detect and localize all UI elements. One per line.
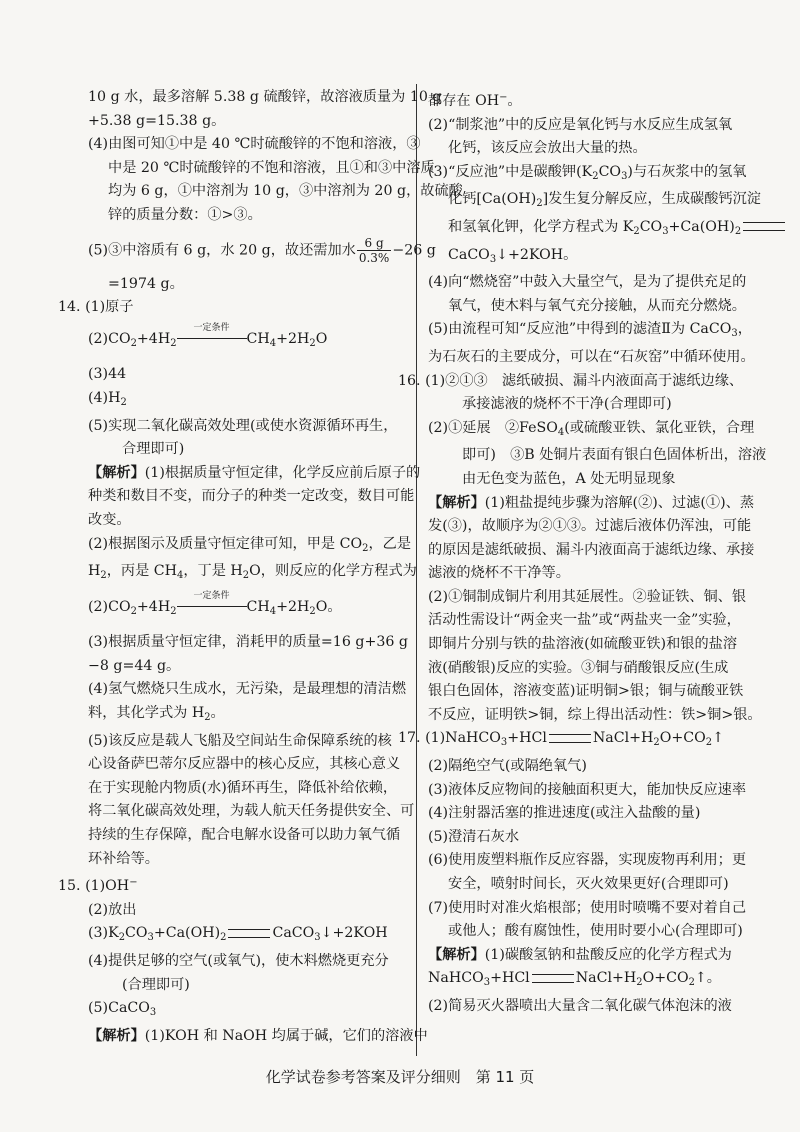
q13-part5-fraction (357, 236, 392, 265)
q13-part4-line-4: 锌的质量分数：①>③。 (108, 206, 262, 223)
q14-explain-2-equation (88, 588, 406, 632)
q14-explain-1-line-3: 改变。 (88, 511, 131, 528)
fraction-denominator: 0.3% (358, 250, 390, 265)
q16-answer-1-line-2: 承接滤液的烧杯不干净(合理即可) (462, 396, 672, 413)
formula-part: CO (125, 925, 148, 942)
subscript: 2 (309, 605, 316, 617)
q13-part5-tail: −26 g (392, 242, 436, 259)
subscript: 3 (147, 932, 154, 944)
q14-answer-4 (88, 387, 406, 415)
q15-explain-2-line-1: (2)“制浆池”中的反应是氧化钙与水反应生成氢氧 (428, 116, 733, 133)
q14-explain-5-line-2: 心设备萨巴蒂尔反应器中的核心反应，其核心意义 (88, 756, 401, 773)
formula-part: +4H (136, 330, 171, 347)
subscript: 2 (118, 932, 126, 944)
q15-explain-3-line-1 (428, 161, 747, 189)
explain-text: (5)由流程可知“反应池”中得到的滤渣Ⅱ为 CaCO (428, 321, 732, 338)
formula-part: O+CO (642, 970, 689, 987)
q15-answer-4-line-1: (4)提供足够的空气(或氧气)，使木料燃烧更充分 (88, 953, 389, 969)
formula-part: (5)CaCO (88, 1000, 150, 1017)
subscript: 2 (170, 605, 177, 617)
subscript: 2 (130, 605, 137, 617)
q14-explain-3-line-1: (3)根据质量守恒定律，消耗甲的质量=16 g+36 g (88, 634, 408, 651)
subscript: 2 (120, 396, 127, 408)
formula-part: +2H (276, 330, 310, 347)
q16-explain-2-line-3: 即铜片分别与铁的盐溶液(如硫酸亚铁)和银的盐溶 (428, 636, 738, 653)
formula-part: ↑。 (694, 970, 721, 987)
q15-explain-4-line-2: 氧气，使木料与氧气充分接触，从而充分燃烧。 (448, 297, 746, 314)
q17-explain-1-line-2 (428, 967, 736, 995)
q14-explain-2-line-2 (88, 560, 417, 588)
q13-part4-line-3: 均为 6 g，①中溶剂为 10 g，③中溶剂为 20 g，故硫酸 (108, 183, 463, 200)
reaction-condition-arrow (177, 322, 247, 345)
formula-part: H (88, 563, 101, 580)
reaction-bar (177, 606, 247, 607)
q15-answer-4-line-2: (合理即可) (122, 976, 190, 993)
subscript: 2 (100, 570, 107, 582)
q15-explain-4-line-1: (4)向“燃烧窑”中鼓入大量空气，是为了提供充足的 (428, 274, 747, 291)
subscript: 3 (489, 253, 497, 265)
formula-part: CH (246, 330, 270, 347)
q17-answer-6-line-2: 安全，喷射时间长，灭火效果更好(合理即可) (448, 876, 729, 892)
formula-part: (2)CO (88, 598, 131, 615)
q17-answer-6-line-1: (6)使用废塑料瓶作反应容器，实现废物再利用；更 (428, 852, 747, 869)
formula-part: (2)CO (88, 330, 131, 347)
subscript: 4 (557, 426, 565, 438)
explain-text: CO (598, 163, 622, 180)
q13-line-1: 10 g 水，最多溶解 5.38 g 硫酸锌，故溶液质量为 10 g (88, 89, 442, 105)
explain-text: 化钙[Ca(OH) (448, 191, 537, 208)
formula-part: CH (246, 598, 270, 615)
explain-text: ， (737, 321, 752, 338)
q14-answer-5-line-1: (5)实现二氧化碳高效处理(或使水资源循环再生， (88, 417, 398, 434)
subscript: 3 (483, 977, 491, 989)
explain-text: ，丙是 CH (106, 563, 178, 580)
subscript: 3 (731, 328, 738, 340)
analysis-tag: 【解析】 (428, 946, 485, 963)
q15-explain-2-line-2: 化钙，该反应会放出大量的热。 (448, 140, 647, 157)
subscript: 2 (170, 337, 177, 349)
subscript: 4 (269, 337, 277, 349)
subscript: 3 (621, 170, 628, 182)
explain-text: ，丁是 H (183, 563, 243, 580)
analysis-tag: 【解析】 (88, 464, 145, 481)
explain-text: 。 (210, 705, 225, 722)
explain-text: (1)碳酸氢钠和盐酸反应的化学方程式为 (484, 946, 732, 963)
q13-part5-line-2: =1974 g。 (108, 275, 184, 292)
q17-answer-7-line-2: 或他人；酸有腐蚀性，使用时要小心(合理即可) (448, 923, 743, 940)
q17-explain-1-line-1 (428, 944, 736, 968)
q13-part4-line-1: (4)由图可知①中是 40 ℃时硫酸锌的不饱和溶液，③ (88, 136, 421, 153)
q14-explain-5-line-4: 将二氧化碳高效处理，为载人航天任务提供安全、可 (88, 803, 415, 820)
explain-text: ，乙是 (368, 535, 412, 552)
q16-explain-1-line-4: 滤液的烧杯不干净等。 (428, 565, 570, 582)
subscript: 2 (592, 170, 599, 182)
explain-text: (2)①延展 ②FeSO (428, 419, 558, 436)
formula-part: O (315, 598, 328, 615)
formula-part: ↓+2KOH。 (496, 246, 578, 263)
formula-part: 17. (1)NaHCO (398, 730, 501, 747)
subscript: 2 (633, 225, 640, 237)
q13-part4-line-2: 中是 20 ℃时硫酸锌的不饱和溶液，且①和③中溶质 (108, 159, 435, 176)
formula-part: (3)K (88, 925, 119, 942)
q15-explain-5-line-1 (428, 318, 752, 346)
q16-answer-2-line-2: 即可) ③B 处铜片表面有银白色固体析出，溶液 (462, 447, 767, 464)
subscript: 2 (220, 932, 227, 944)
q14-answer-5-line-2: 合理即可) (122, 441, 185, 458)
formula-part: NaCl+H (575, 970, 637, 987)
subscript: 2 (362, 542, 369, 554)
q16-explain-2-line-1: (2)①铜制成铜片利用其延展性。②验证铁、铜、银 (428, 588, 747, 605)
explain-text: CO (639, 218, 663, 235)
q16-explain-2-line-5: 银白色固体，溶液变蓝)证明铜>银；铜与硫酸亚铁 (428, 683, 744, 700)
reaction-condition-arrow (177, 590, 247, 613)
q15-explain-3-line-2 (428, 188, 761, 216)
formula-part: +HCl (507, 730, 547, 747)
q14-explain-5-line-5: 持续的生存保障，配合电解水设备可以助力氧气循 (88, 827, 401, 844)
q16-explain-1-line-2: 发(③)，故顺序为②①③。过滤后液体仍浑浊，可能 (428, 518, 752, 535)
explain-text: +Ca(OH) (668, 218, 735, 235)
explain-text: 和氢氧化钾，化学方程式为 K (448, 218, 634, 235)
q15-explain-1-cont (428, 86, 736, 114)
subscript: 3 (314, 932, 321, 944)
subscript: 2 (309, 337, 316, 349)
subscript: 2 (204, 712, 211, 724)
explain-text: (1)根据质量守恒定律，化学反应前后原子的 (144, 464, 421, 481)
reaction-condition-text: 一定条件 (193, 590, 230, 601)
equals-sign (228, 929, 270, 938)
explain-text: (或硫酸亚铁、氯化亚铁，合理 (564, 419, 755, 436)
q14-answer-1: 14. (1)原子 (58, 299, 134, 316)
q15-answer-3 (88, 922, 406, 950)
q15-explain-1 (88, 1025, 428, 1049)
subscript: 4 (177, 570, 184, 582)
explain-text: (1)粗盐提纯步骤为溶解(②)、过滤(①)、蒸 (484, 494, 755, 511)
q15-explain-5-line-2: 为石灰石的主要成分，可以在“石灰窑”中循环使用。 (428, 348, 755, 365)
formula-part: CaCO (272, 925, 315, 942)
analysis-tag: 【解析】 (88, 1027, 145, 1044)
explain-text: 。 (507, 93, 522, 109)
q15-explain-3-line-3 (428, 216, 742, 244)
q14-explain-1-line-1 (88, 462, 421, 486)
formula-part: NaCl+H (592, 730, 654, 747)
q17-answer-1 (398, 727, 736, 755)
explain-text: (2)根据图示及质量守恒定律可知，甲是 CO (88, 535, 363, 552)
formula-part: +2H (276, 598, 310, 615)
superscript: − (129, 877, 138, 889)
q14-explain-5-line-3: 在于实现舱内物质(水)循环再生，降低补给依赖， (88, 779, 398, 796)
q13-part5-text: (5)③中溶质有 6 g，水 20 g，故还需加水 (88, 242, 356, 259)
q16-answer-2-line-3: 由无色变为蓝色，A 处无明显现象 (462, 470, 676, 487)
formula-part: +HCl (490, 970, 530, 987)
q14-explain-5-line-1: (5)该反应是载人飞船及空间站生命保障系统的核 (88, 732, 392, 749)
formula-part: (4)H (88, 389, 121, 406)
formula-part: ↑ (712, 730, 724, 747)
q15-answer-2: (2)放出 (88, 901, 137, 918)
q14-explain-3-line-2: −8 g=44 g。 (88, 657, 181, 674)
q16-explain-2-line-4: 液(硝酸银)反应的实验。③铜与硝酸银反应(生成 (428, 659, 729, 676)
explain-text: O，则反应的化学方程式为 (249, 563, 417, 580)
formula-part: NaHCO (428, 970, 484, 987)
equals-sign (549, 734, 591, 743)
q15-explain-3-line-4 (428, 244, 736, 272)
fraction-numerator: 6 g (357, 236, 392, 251)
q17-explain-2-line-1: (2)简易灭火器喷出大量含二氧化碳气体泡沫的液 (428, 997, 732, 1014)
explain-text: )与石灰浆中的氢氧 (627, 163, 747, 180)
explain-text: ]发生复分解反应，生成碳酸钙沉淀 (542, 191, 761, 208)
formula-part: +Ca(OH) (153, 925, 221, 942)
explain-text: (1)KOH 和 NaOH 均属于碱，它们的溶液中 (144, 1027, 428, 1044)
formula-part: O+CO (659, 730, 706, 747)
q16-explain-2-line-2: 活动性需设计“两金夹一盐”或“两盐夹一金”实验， (428, 612, 741, 629)
q14-explain-2-line-1 (88, 533, 412, 561)
subscript: 2 (536, 198, 543, 210)
formula-part: ↓+2KOH (320, 925, 388, 942)
q17-answer-4: (4)注射器活塞的推进速度(或注入盐酸的量) (428, 805, 701, 822)
subscript: 3 (149, 1007, 157, 1019)
q16-answer-1-line-1: 16. (1)②①③ 滤纸破损、漏斗内液面高于滤纸边缘、 (398, 372, 744, 389)
q17-answer-7-line-1: (7)使用时对准火焰根部；使用时喷嘴不要对着自己 (428, 899, 747, 916)
explain-text: 料，其化学式为 H (88, 705, 205, 722)
q14-answer-2 (88, 320, 406, 364)
formula-part: O (315, 330, 328, 347)
q17-answer-2: (2)隔绝空气(或隔绝氧气) (428, 758, 587, 775)
q15-answer-1 (58, 871, 406, 899)
q13-line-2: +5.38 g=15.38 g。 (88, 112, 226, 129)
q15-answer-5 (88, 997, 406, 1025)
q14-explain-5-line-6: 环补给等。 (88, 850, 159, 867)
q17-answer-3: (3)液体反应物间的接触面积更大，能加快反应速率 (428, 781, 747, 798)
equals-sign (743, 222, 785, 231)
subscript: 2 (242, 570, 250, 582)
q16-explain-1-line-1 (428, 492, 755, 516)
q13-part5-line-1 (88, 228, 436, 273)
q14-explain-1-line-2: 种类和数目不变，而分子的种类一定改变，数目可能 (88, 488, 415, 505)
subscript: 3 (662, 225, 669, 237)
q14-answer-3: (3)44 (88, 366, 127, 383)
q14-explain-4-line-2 (88, 702, 406, 730)
explain-text: 都存在 OH (428, 93, 500, 109)
subscript: 2 (636, 977, 643, 989)
page-footer: 化学试卷参考答案及评分细则 第 11 页 (265, 1068, 535, 1086)
reaction-condition-text: 一定条件 (193, 322, 230, 333)
q16-answer-2-line-1 (428, 417, 755, 445)
formula-part: 15. (1)OH (58, 878, 130, 895)
subscript: 2 (705, 737, 713, 749)
reaction-bar (177, 338, 247, 339)
formula-part: +4H (136, 598, 171, 615)
subscript: 2 (130, 337, 137, 349)
equals-sign (532, 974, 574, 983)
subscript: 3 (500, 737, 508, 749)
q16-explain-2-line-6: 不反应，证明铁>铜，综上得出活动性：铁>铜>银。 (428, 706, 762, 723)
explain-text: (3)“反应池”中是碳酸钾(K (428, 163, 593, 180)
subscript: 2 (688, 977, 695, 989)
analysis-tag: 【解析】 (428, 494, 485, 511)
subscript: 2 (734, 225, 742, 237)
q17-answer-5: (5)澄清石灰水 (428, 828, 520, 845)
superscript: − (499, 92, 508, 103)
q16-explain-1-line-3: 的原因是滤纸破损、漏斗内液面高于滤纸边缘、承接 (428, 541, 755, 558)
q14-explain-4-line-1: (4)氢气燃烧只生成水，无污染，是最理想的清洁燃 (88, 681, 407, 698)
subscript: 4 (269, 605, 277, 617)
subscript: 2 (653, 737, 660, 749)
formula-part: 。 (327, 598, 342, 615)
formula-part: CaCO (448, 246, 490, 263)
